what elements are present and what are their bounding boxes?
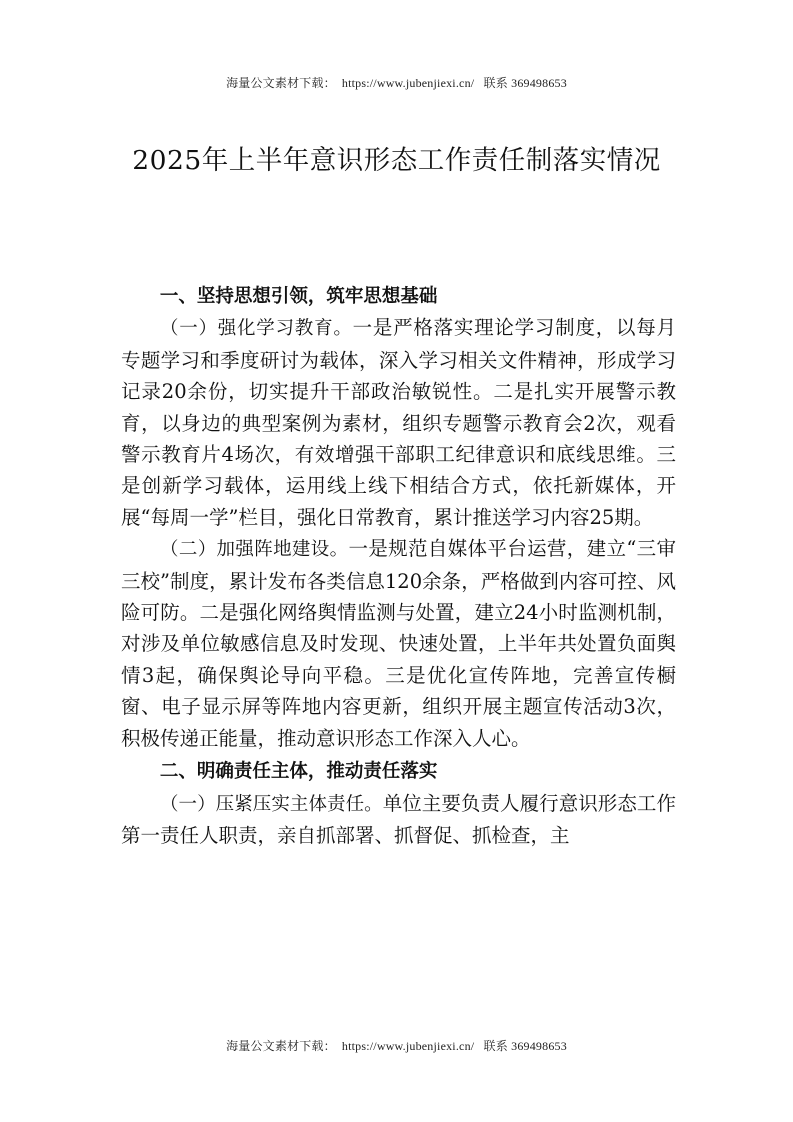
- page-footer: [0, 1037, 793, 1054]
- footer-label: 海量公文素材下载：: [226, 1039, 336, 1053]
- header-contact: 联系 369498653: [483, 76, 567, 90]
- document-title: 2025年上半年意识形态工作责任制落实情况: [132, 145, 661, 176]
- paragraph-1-2: [121, 533, 676, 754]
- footer-contact: 联系 369498653: [483, 1039, 567, 1053]
- footer-url-link[interactable]: https://www.jubenjiexi.cn/: [341, 1039, 475, 1053]
- paragraph-1-1-lead: （一）强化学习教育。: [160, 318, 353, 340]
- paragraph-2-1-lead: （一）压紧压实主体责任。: [160, 793, 383, 815]
- paragraph-1-2-lead: （二）加强阵地建设。: [160, 539, 349, 561]
- header-label: 海量公文素材下载：: [226, 76, 336, 90]
- section-heading-1: 一、坚持思想引领，筑牢思想基础: [159, 286, 438, 307]
- document-body: [121, 281, 676, 851]
- paragraph-1-1-text: 一是严格落实理论学习制度，以每月专题学习和季度研讨为载体，深入学习相关文件精神，形成学习记录20余份，切实提升干部政治敏锐性。二是扎实开展警示教育，以身边的典型案例为素材，组织专题警示教育会2次，观看警示教育片4场次，有效增强干部职工纪律意识和底线思维。三是创新学习载体，运用线上线下相结合方式，依托新媒体，开展“每周一学”栏目，强化日常教育，累计推送学习内容25期。: [121, 316, 676, 529]
- section-heading-2: 二、明确责任主体，推动责任落实: [159, 761, 438, 783]
- paragraph-1-2-text: 一是规范自媒体平台运营，建立“三审三校”制度，累计发布各类信息120余条，严格做到内容可控、风险可防。二是强化网络舆情监测与处置，建立24小时监测机制，对涉及单位敏感信息及时发现、快速处置，上半年共处置负面舆情3起，确保舆论导向平稳。三是优化宣传阵地，完善宣传橱窗、电子显示屏等阵地内容更新，组织开展主题宣传活动3次，积极传递正能量，推动意识形态工作深入人心。: [121, 537, 676, 750]
- paragraph-1-1: [121, 312, 676, 533]
- page-header: [0, 74, 793, 91]
- paragraph-2-1: [121, 788, 676, 852]
- paragraph-2-1-text: 单位主要负责人履行意识形态工作第一责任人职责，亲自抓部署、抓督促、抓检查，主: [121, 791, 676, 847]
- header-url-link[interactable]: https://www.jubenjiexi.cn/: [341, 76, 475, 90]
